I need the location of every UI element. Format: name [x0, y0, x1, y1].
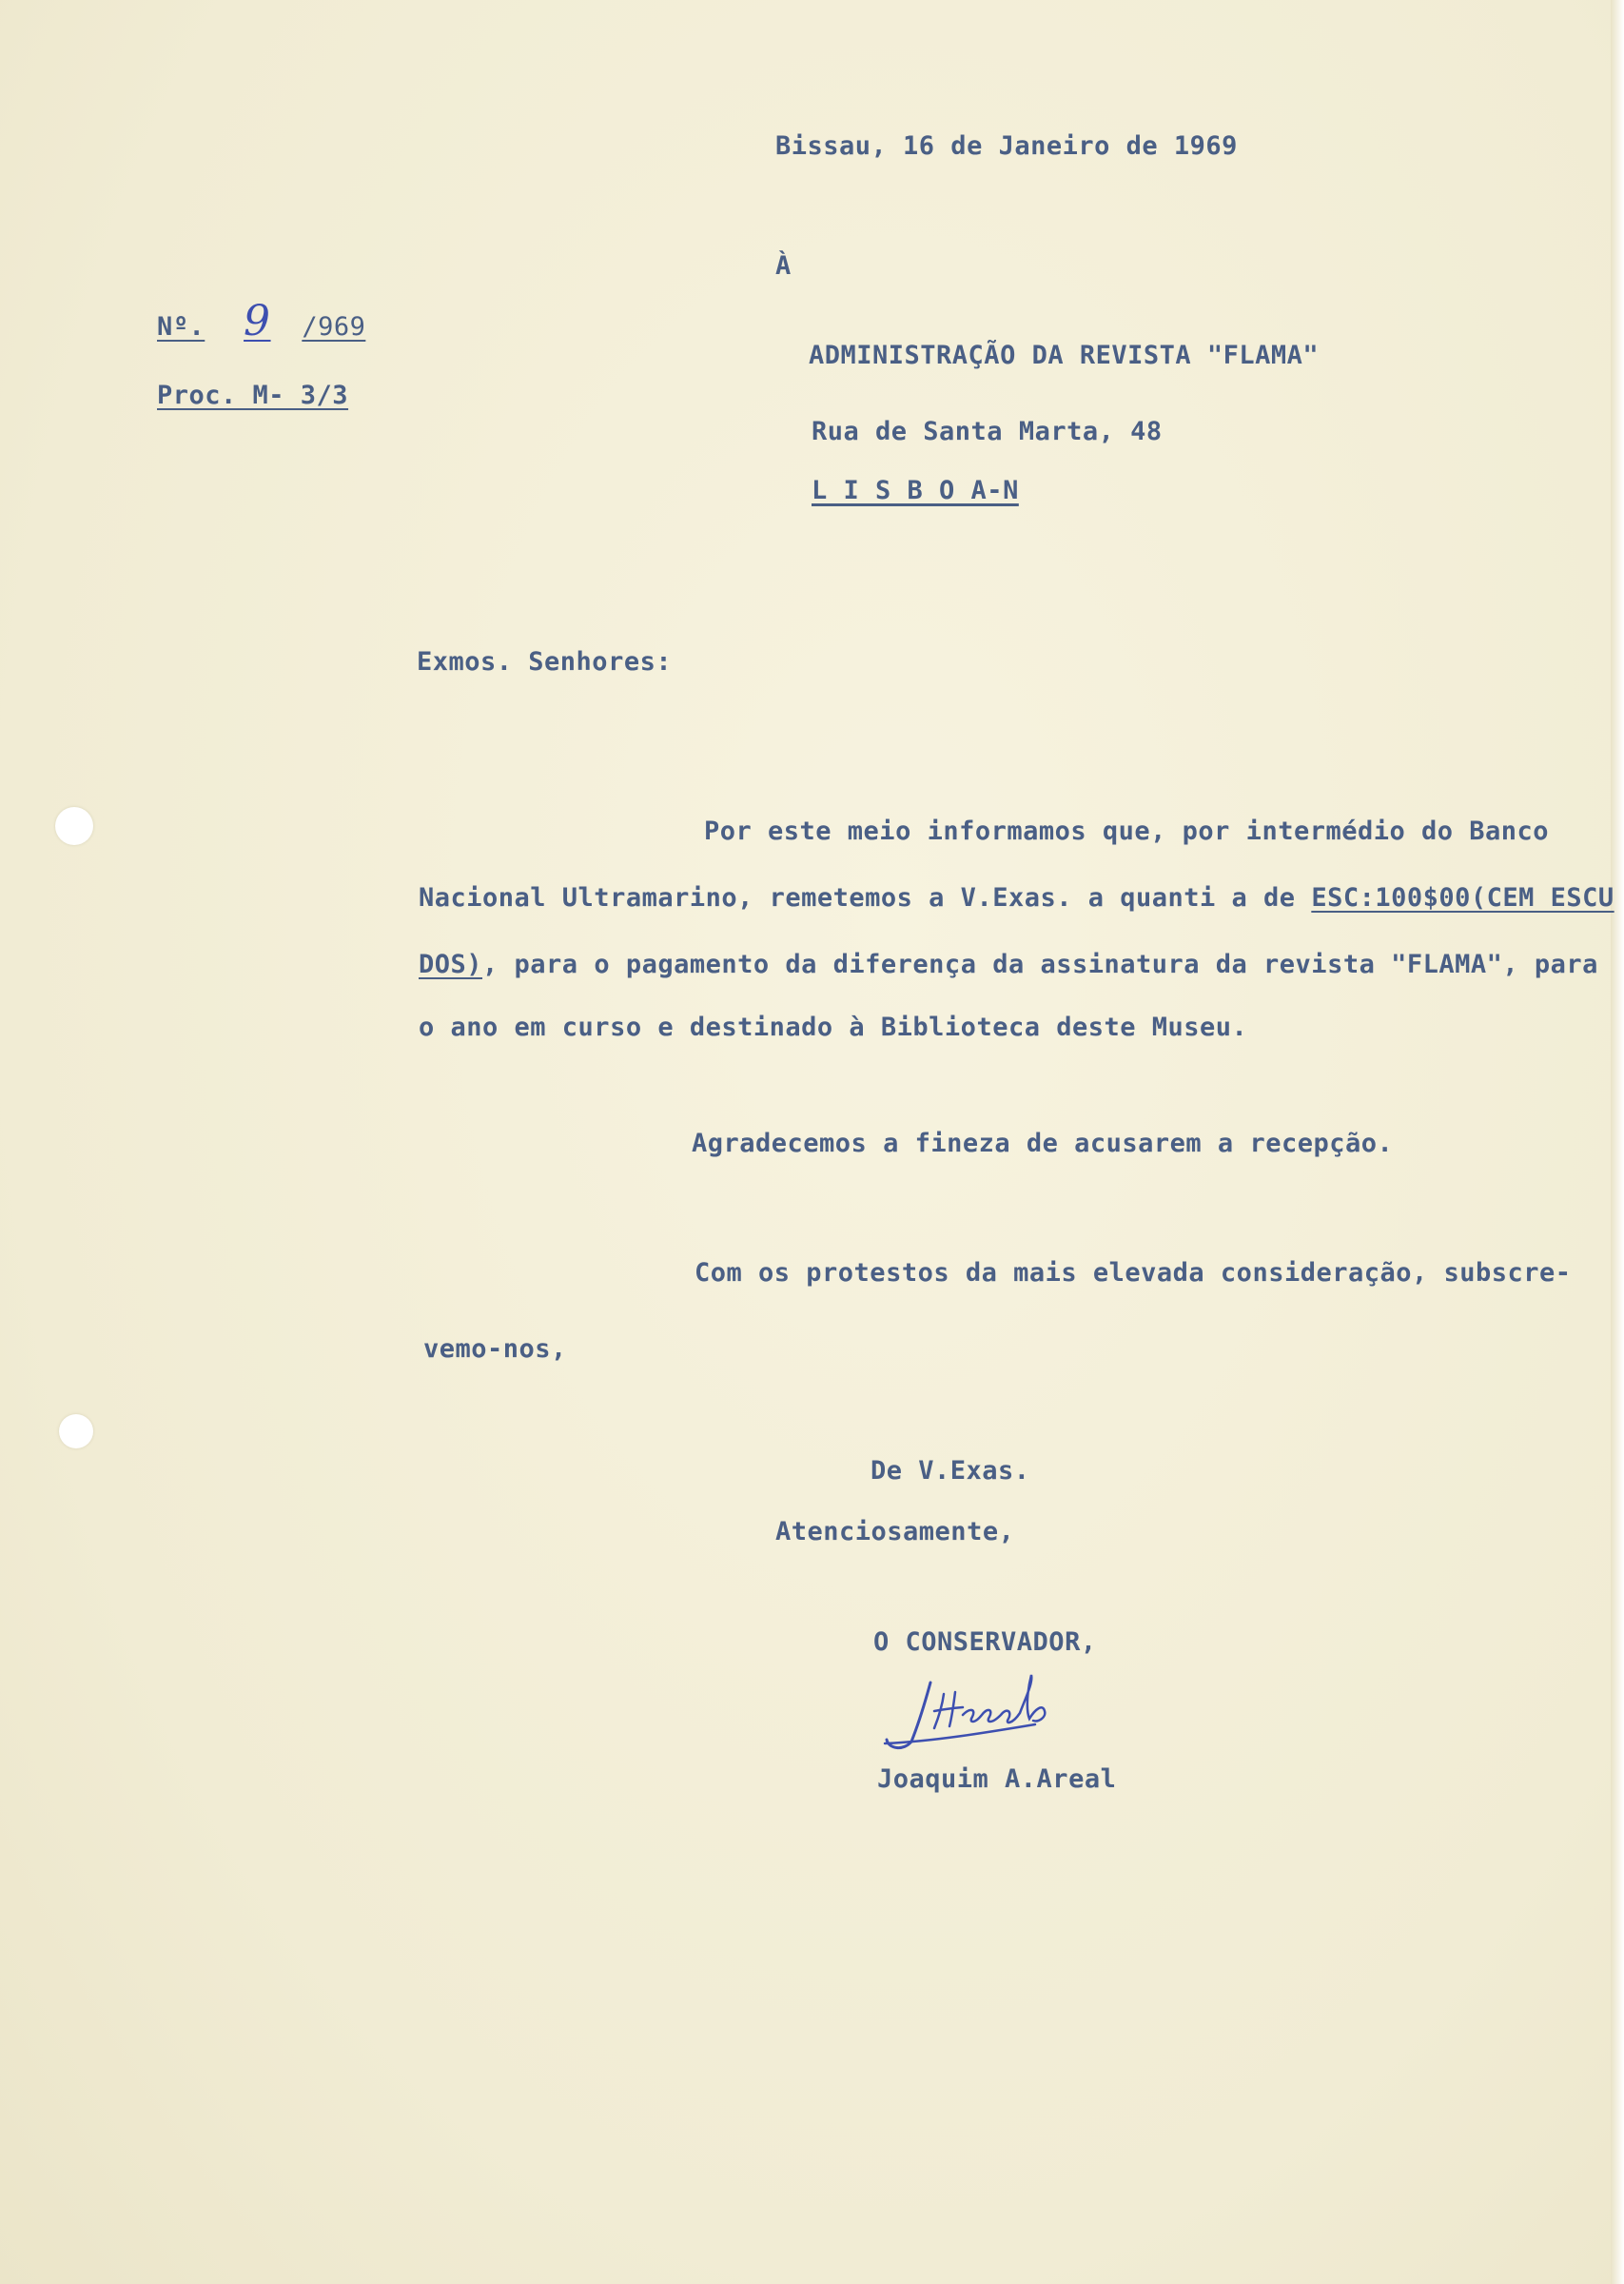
paragraph-3-line-1: Com os protestos da mais elevada consideração, subscre-: [695, 1258, 1572, 1288]
process-reference: Proc. M- 3/3: [157, 381, 349, 410]
paragraph-1-line-3-text: , para o pagamento da diferença da assinatura da revista "FLAMA", para: [482, 950, 1598, 979]
recipient-city: L I S B O A-N: [812, 476, 1019, 505]
amount-continued: DOS): [419, 950, 483, 979]
to-prefix: À: [775, 251, 792, 281]
closing-line-1: De V.Exas.: [871, 1456, 1030, 1486]
paragraph-1-line-4: o ano em curso e destinado à Biblioteca deste Museu.: [419, 1013, 1248, 1042]
paragraph-3-line-2: vemo-nos,: [423, 1334, 567, 1364]
paragraph-1-line-2-text: Nacional Ultramarino, remetemos a V.Exas. a quanti a de: [419, 883, 1312, 913]
reference-number-line: [157, 297, 365, 345]
recipient-name: ADMINISTRAÇÃO DA REVISTA "FLAMA": [809, 341, 1320, 370]
paragraph-1-line-3: [419, 950, 1598, 979]
handwritten-signature: [875, 1656, 1123, 1761]
paragraph-1-line-2: [419, 883, 1614, 913]
recipient-street: Rua de Santa Marta, 48: [812, 417, 1163, 446]
reference-year: /969: [302, 312, 366, 342]
punch-hole-bottom: [59, 1414, 93, 1448]
punch-hole-top: [55, 807, 93, 845]
signer-name: Joaquim A.Areal: [877, 1764, 1117, 1794]
paragraph-2: Agradecemos a fineza de acusarem a recepção.: [692, 1129, 1394, 1158]
closing-line-2: Atenciosamente,: [775, 1517, 1015, 1546]
signer-title: O CONSERVADOR,: [873, 1627, 1097, 1657]
page-edge: [1611, 0, 1624, 2284]
amount: ESC:100$00(CEM ESCU: [1311, 883, 1614, 913]
place-date: Bissau, 16 de Janeiro de 1969: [775, 131, 1238, 161]
reference-prefix: Nº.: [157, 312, 205, 342]
reference-handwritten-number: 9: [244, 297, 271, 345]
salutation: Exmos. Senhores:: [417, 647, 673, 677]
paragraph-1-line-1: Por este meio informamos que, por intermédio do Banco: [704, 817, 1550, 846]
